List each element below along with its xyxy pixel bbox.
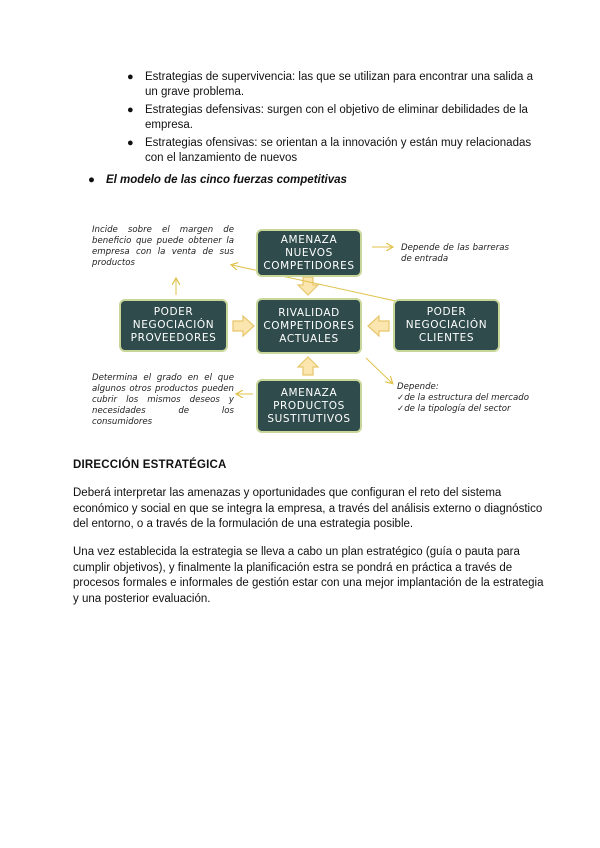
box-line: PODER: [426, 306, 467, 318]
box-line: NUEVOS: [285, 246, 333, 259]
paragraph-line: cumplir objetivos), y finalmente la planificación estra se pondrá en práctica a través de: [73, 561, 513, 574]
box-line: PRODUCTOS: [273, 399, 345, 412]
bullet-text-line: Estrategias ofensivas: se orientan a la innovación y están muy relacionadas: [145, 137, 532, 149]
box-poder-negociacion-clientes: [393, 299, 500, 352]
note-line: beneficio que puede obtener la: [92, 236, 234, 246]
bullet-text-line: empresa.: [145, 119, 193, 131]
box-amenaza-productos-sustitutivos: [256, 379, 362, 433]
bullet-text-line: Estrategias defensivas: surgen con el objetivo de eliminar debilidades de la: [145, 104, 528, 116]
paragraph-line: económico y social en que se integra la empresa, a través del análisis externo o diagnóstico: [73, 502, 543, 515]
paragraph-plan-estrategico: [73, 545, 544, 607]
note-line: empresa con la venta de sus: [92, 247, 234, 257]
bullet-dot-icon: ●: [127, 104, 134, 116]
box-amenaza-nuevos-competidores: [256, 229, 362, 277]
box-line: AMENAZA: [280, 233, 338, 246]
paragraph-line: y una posterior evaluación.: [73, 592, 211, 605]
subheading-text: El modelo de las cinco fuerzas competitivas: [106, 174, 347, 186]
note-line: Determina el grado en el que: [92, 373, 234, 383]
box-line: NEGOCIACIÓN: [405, 319, 488, 331]
arrow-proveedores-to-rivalidad: [233, 316, 254, 336]
note-depende-barreras: [401, 243, 509, 265]
note-determina-grado: [92, 373, 234, 428]
note-line: de entrada: [401, 254, 449, 264]
note-incide-margen: [92, 225, 234, 269]
bullet-text-line: Estrategias de supervivencia: las que se utilizan para encontrar una salida a: [145, 71, 534, 83]
bullet-text-line: un grave problema.: [145, 86, 245, 98]
bullet-dot-icon: ●: [127, 137, 134, 149]
box-line: PODER: [153, 306, 194, 318]
note-title: Depende:: [397, 382, 439, 392]
paragraph-line: Una vez establecida la estrategia se lleva a cabo un plan estratégico (guía o pauta para: [73, 546, 520, 558]
five-forces-subheading: [88, 174, 347, 186]
note-line: cubrir los mismos deseos y: [92, 395, 234, 405]
note-line: Depende de las barreras: [401, 243, 509, 253]
box-line: COMPETIDORES: [263, 319, 355, 332]
paragraph-line: procesos formales e informales de gestión estar con una mejor implantación de la estrategia: [73, 577, 544, 589]
note-line: necesidades de los consumidores: [92, 406, 234, 427]
bullet-item-ofensivas: [125, 136, 535, 166]
note-line: productos: [92, 258, 135, 268]
section-title-direccion-estrategica: DIRECCIÓN ESTRATÉGICA: [73, 459, 227, 471]
bullet-dot-icon: ●: [88, 174, 95, 186]
box-line: RIVALIDAD: [278, 306, 340, 319]
box-line: ACTUALES: [279, 332, 339, 345]
bullet-dot-icon: ●: [127, 71, 134, 83]
box-rivalidad-competidores-actuales: [256, 298, 362, 354]
strategy-bullet-list: [125, 70, 535, 169]
bullet-text-line: con el lanzamiento de nuevos: [145, 152, 298, 164]
box-line: AMENAZA: [280, 386, 338, 399]
note-line: Incide sobre el margen de: [92, 225, 234, 235]
paragraph-line: Deberá interpretar las amenazas y oportunidades que configuran el reto del sistema: [73, 487, 502, 499]
check-icon: ✓: [397, 404, 405, 414]
arrow-clientes-to-rivalidad: [368, 316, 389, 336]
box-line: COMPETIDORES: [263, 259, 355, 272]
note-line: de la estructura del mercado: [404, 393, 530, 403]
arrow-to-depende-note: [366, 358, 392, 383]
note-line: algunos otros productos pueden: [92, 384, 234, 394]
bullet-item-supervivencia: [125, 70, 535, 100]
five-forces-diagram: [0, 215, 600, 440]
box-line: SUSTITUTIVOS: [267, 412, 351, 425]
box-line: PROVEEDORES: [130, 332, 217, 344]
check-icon: ✓: [397, 393, 405, 403]
paragraph-line: del entorno, o a través de la formulación de una estrategia posible.: [73, 518, 414, 530]
bullet-item-defensivas: [125, 103, 535, 133]
note-depende-estructura: [397, 382, 537, 415]
note-line: de la tipología del sector: [404, 404, 511, 414]
box-poder-negociacion-proveedores: [119, 299, 228, 352]
box-line: CLIENTES: [418, 332, 475, 344]
arrow-sustitutivos-to-rivalidad: [298, 357, 318, 375]
box-line: NEGOCIACIÓN: [132, 319, 215, 331]
paragraph-interpretar-amenazas: [73, 486, 543, 533]
